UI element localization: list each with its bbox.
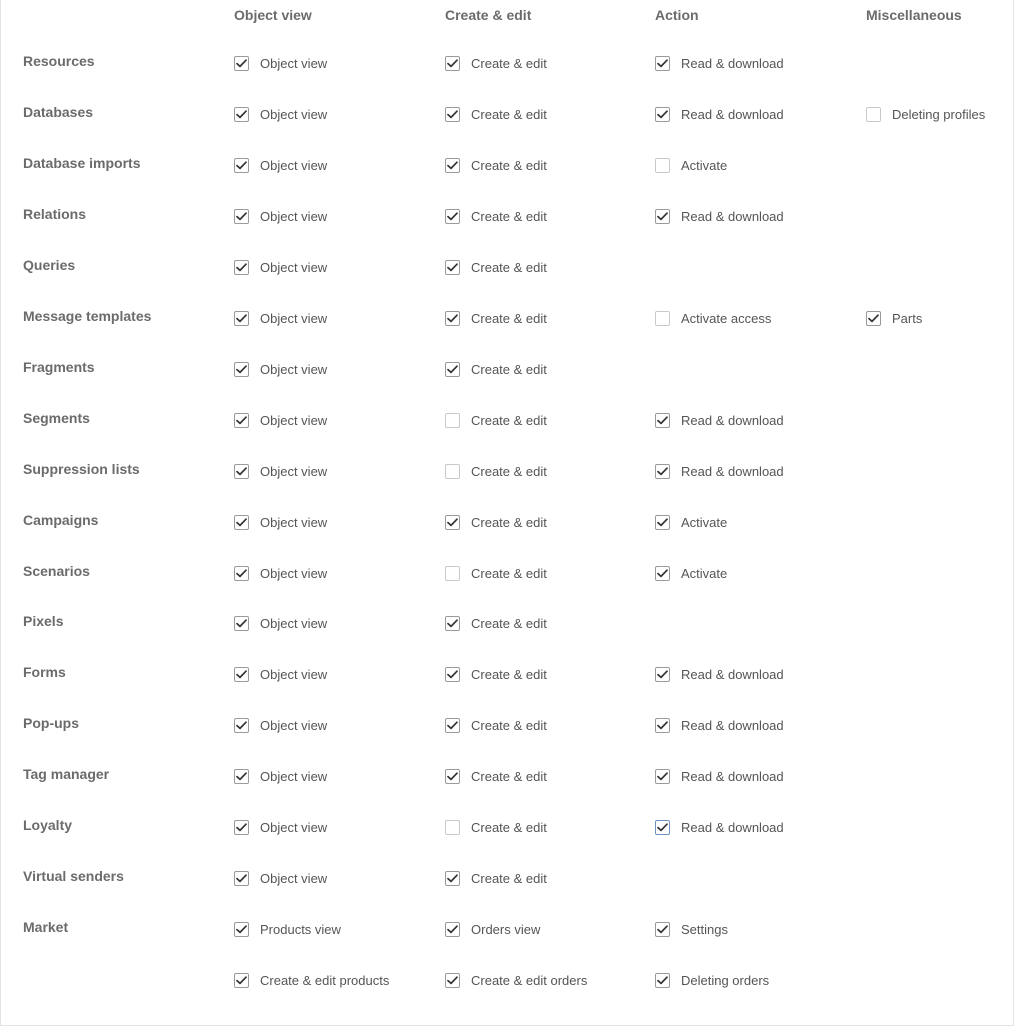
permission-suppression-lists-action[interactable] [655,462,784,480]
permission-market-object-view[interactable] [234,920,341,938]
permission-label: Object view [260,870,328,886]
row-label-fragments: Fragments [23,359,95,375]
permission-message-templates-action[interactable] [655,309,771,327]
permission-tag-manager-action[interactable] [655,767,784,785]
row-label-forms: Forms [23,664,66,680]
permission-segments-action[interactable] [655,411,784,429]
row-label-loyalty: Loyalty [23,817,73,833]
checkmark-icon [447,161,458,170]
checkbox[interactable] [445,515,460,530]
checkbox[interactable] [234,464,249,479]
permission-label: Activate [681,514,728,530]
permission-virtual-senders-object-view[interactable] [234,869,327,887]
checkmark-icon [657,925,668,934]
permission-label: Create & edit [471,55,547,71]
checkbox[interactable] [655,158,670,173]
checkbox[interactable] [445,871,460,886]
checkmark-icon [236,110,247,119]
row-label-campaigns: Campaigns [23,512,99,528]
permission-label: Object view [260,768,328,784]
checkmark-icon [236,823,247,832]
checkmark-icon [236,518,247,527]
checkbox[interactable] [445,464,460,479]
permission-label: Parts [892,310,923,326]
permission-pop-ups-object-view[interactable] [234,716,327,734]
row-label-suppression-lists: Suppression lists [23,461,140,477]
column-header-action: Action [655,7,699,23]
checkmark-icon [236,314,247,323]
checkmark-icon [236,263,247,272]
permission-pixels-object-view[interactable] [234,614,327,632]
permission-fragments-create-edit[interactable] [445,360,547,378]
permission-relations-action[interactable] [655,207,784,225]
permission-market-extra-object-view[interactable] [234,971,389,989]
checkbox[interactable] [445,718,460,733]
permission-label: Settings [681,921,728,937]
checkbox[interactable] [655,769,670,784]
permission-label: Read & download [681,819,784,835]
permission-loyalty-create-edit[interactable] [445,818,547,836]
checkmark-icon [447,314,458,323]
permission-database-imports-action[interactable] [655,156,727,174]
checkbox[interactable] [655,566,670,581]
permission-queries-create-edit[interactable] [445,258,547,276]
checkbox[interactable] [655,922,670,937]
permission-market-extra-action[interactable] [655,971,769,989]
checkbox[interactable] [445,158,460,173]
permission-relations-object-view[interactable] [234,207,327,225]
checkmark-icon [236,772,247,781]
checkmark-icon [236,569,247,578]
row-label-pixels: Pixels [23,613,64,629]
permission-label: Create & edit [471,514,547,530]
checkbox[interactable] [234,769,249,784]
permission-label: Create & edit [471,615,547,631]
permission-loyalty-object-view[interactable] [234,818,327,836]
permission-label: Deleting orders [681,972,770,988]
checkbox[interactable] [234,209,249,224]
permission-scenarios-object-view[interactable] [234,564,327,582]
checkbox[interactable] [234,158,249,173]
checkmark-icon [657,518,668,527]
checkbox[interactable] [655,820,670,835]
permission-forms-create-edit[interactable] [445,665,547,683]
permission-label: Read & download [681,55,784,71]
permission-queries-object-view[interactable] [234,258,327,276]
permission-database-imports-create-edit[interactable] [445,156,547,174]
checkbox[interactable] [445,973,460,988]
permission-label: Orders view [471,921,541,937]
permission-suppression-lists-object-view[interactable] [234,462,327,480]
permission-label: Read & download [681,463,784,479]
checkmark-icon [447,365,458,374]
checkmark-icon [236,365,247,374]
permission-relations-create-edit[interactable] [445,207,547,225]
permission-pop-ups-action[interactable] [655,716,784,734]
checkmark-icon [447,518,458,527]
permission-campaigns-create-edit[interactable] [445,513,547,531]
permission-virtual-senders-create-edit[interactable] [445,869,547,887]
checkbox[interactable] [234,107,249,122]
checkbox[interactable] [234,362,249,377]
checkbox[interactable] [655,464,670,479]
column-header-miscellaneous: Miscellaneous [866,7,962,23]
checkbox[interactable] [445,311,460,326]
checkbox[interactable] [234,616,249,631]
checkmark-icon [447,619,458,628]
checkbox[interactable] [234,973,249,988]
permission-label: Activate access [681,310,772,326]
permission-label: Deleting profiles [892,106,986,122]
row-label-pop-ups: Pop-ups [23,715,79,731]
permission-label: Object view [260,819,328,835]
permission-label: Object view [260,361,328,377]
permission-loyalty-action[interactable] [655,818,784,836]
checkmark-icon [236,619,247,628]
checkbox[interactable] [866,311,881,326]
checkbox[interactable] [655,56,670,71]
permission-label: Object view [260,259,328,275]
permission-fragments-object-view[interactable] [234,360,327,378]
permission-label: Object view [260,106,328,122]
permission-campaigns-object-view[interactable] [234,513,327,531]
permission-label: Object view [260,412,328,428]
checkbox[interactable] [655,209,670,224]
permission-market-action[interactable] [655,920,728,938]
checkmark-icon [236,161,247,170]
checkbox[interactable] [234,871,249,886]
checkmark-icon [447,772,458,781]
checkbox[interactable] [445,260,460,275]
permission-label: Create & edit [471,361,547,377]
checkmark-icon [236,212,247,221]
checkmark-icon [657,416,668,425]
permission-resources-action[interactable] [655,54,784,72]
permission-campaigns-action[interactable] [655,513,727,531]
checkbox[interactable] [655,718,670,733]
permission-label: Object view [260,615,328,631]
permission-label: Create & edit products [260,972,390,988]
checkmark-icon [447,976,458,985]
permission-label: Read & download [681,768,784,784]
permission-database-imports-object-view[interactable] [234,156,327,174]
checkmark-icon [447,212,458,221]
checkbox[interactable] [655,413,670,428]
checkmark-icon [236,976,247,985]
checkbox[interactable] [655,107,670,122]
permission-label: Object view [260,514,328,530]
permission-label: Create & edit [471,870,547,886]
row-label-tag-manager: Tag manager [23,766,110,782]
checkmark-icon [447,721,458,730]
permission-suppression-lists-create-edit[interactable] [445,462,547,480]
permission-label: Object view [260,310,328,326]
permission-label: Create & edit [471,666,547,682]
permission-databases-miscellaneous[interactable] [866,105,985,123]
row-label-relations: Relations [23,206,87,222]
checkbox[interactable] [234,515,249,530]
permission-scenarios-create-edit[interactable] [445,564,547,582]
checkbox[interactable] [445,616,460,631]
permission-tag-manager-create-edit[interactable] [445,767,547,785]
permission-label: Create & edit [471,768,547,784]
checkbox[interactable] [445,769,460,784]
permission-tag-manager-object-view[interactable] [234,767,327,785]
permission-label: Read & download [681,208,784,224]
permission-label: Object view [260,717,328,733]
checkbox[interactable] [445,362,460,377]
permission-label: Products view [260,921,341,937]
checkmark-icon [236,59,247,68]
permission-label: Object view [260,565,328,581]
checkbox[interactable] [234,260,249,275]
checkbox[interactable] [445,413,460,428]
permission-label: Create & edit [471,463,547,479]
checkmark-icon [868,314,879,323]
checkbox[interactable] [234,718,249,733]
column-header-object-view: Object view [234,7,312,23]
permission-label: Object view [260,208,328,224]
permission-label: Read & download [681,666,784,682]
permission-segments-object-view[interactable] [234,411,327,429]
permission-forms-action[interactable] [655,665,784,683]
checkmark-icon [447,263,458,272]
permission-label: Create & edit [471,106,547,122]
checkmark-icon [447,925,458,934]
checkmark-icon [657,212,668,221]
checkmark-icon [657,823,668,832]
checkbox[interactable] [655,667,670,682]
checkbox[interactable] [866,107,881,122]
checkbox[interactable] [445,667,460,682]
checkbox[interactable] [445,820,460,835]
checkmark-icon [657,467,668,476]
checkmark-icon [236,925,247,934]
permission-message-templates-miscellaneous[interactable] [866,309,922,327]
checkmark-icon [236,416,247,425]
permission-databases-action[interactable] [655,105,784,123]
permission-label: Activate [681,565,728,581]
checkmark-icon [657,670,668,679]
permission-label: Read & download [681,717,784,733]
permission-label: Create & edit [471,565,547,581]
permission-label: Create & edit [471,412,547,428]
checkmark-icon [236,874,247,883]
checkbox[interactable] [445,922,460,937]
permission-label: Create & edit [471,819,547,835]
permission-label: Read & download [681,412,784,428]
checkmark-icon [236,670,247,679]
permission-segments-create-edit[interactable] [445,411,547,429]
checkbox[interactable] [234,820,249,835]
checkmark-icon [236,467,247,476]
checkbox[interactable] [234,56,249,71]
permission-label: Create & edit [471,157,547,173]
permission-label: Create & edit orders [471,972,588,988]
permission-market-create-edit[interactable] [445,920,540,938]
permission-forms-object-view[interactable] [234,665,327,683]
permission-label: Create & edit [471,717,547,733]
row-label-market: Market [23,919,69,935]
checkmark-icon [447,110,458,119]
row-label-database-imports: Database imports [23,155,141,171]
permission-market-extra-create-edit[interactable] [445,971,587,989]
checkmark-icon [447,59,458,68]
checkbox[interactable] [234,413,249,428]
checkbox[interactable] [445,56,460,71]
checkbox[interactable] [445,566,460,581]
permission-scenarios-action[interactable] [655,564,727,582]
permission-label: Create & edit [471,310,547,326]
row-label-virtual-senders: Virtual senders [23,868,124,884]
permission-message-templates-create-edit[interactable] [445,309,547,327]
permission-resources-create-edit[interactable] [445,54,547,72]
checkmark-icon [657,569,668,578]
checkbox[interactable] [445,107,460,122]
row-label-message-templates: Message templates [23,308,152,324]
checkmark-icon [447,670,458,679]
permission-label: Create & edit [471,259,547,275]
checkmark-icon [657,976,668,985]
checkmark-icon [447,874,458,883]
permission-label: Object view [260,55,328,71]
checkmark-icon [657,59,668,68]
checkmark-icon [236,721,247,730]
column-header-create-edit: Create & edit [445,7,532,23]
checkbox[interactable] [445,209,460,224]
row-label-segments: Segments [23,410,90,426]
permission-label: Object view [260,666,328,682]
row-label-databases: Databases [23,104,94,120]
checkbox[interactable] [655,973,670,988]
permission-label: Activate [681,157,728,173]
checkmark-icon [657,110,668,119]
permission-label: Read & download [681,106,784,122]
permission-label: Create & edit [471,208,547,224]
row-label-scenarios: Scenarios [23,563,90,579]
checkbox[interactable] [234,566,249,581]
checkbox[interactable] [234,667,249,682]
permission-message-templates-object-view[interactable] [234,309,327,327]
checkmark-icon [657,721,668,730]
checkbox[interactable] [234,311,249,326]
checkbox[interactable] [655,311,670,326]
row-label-resources: Resources [23,53,95,69]
checkbox[interactable] [655,515,670,530]
permission-label: Object view [260,463,328,479]
permission-databases-object-view[interactable] [234,105,327,123]
permission-resources-object-view[interactable] [234,54,327,72]
checkbox[interactable] [234,922,249,937]
row-label-queries: Queries [23,257,76,273]
permission-label: Object view [260,157,328,173]
permission-pop-ups-create-edit[interactable] [445,716,547,734]
permission-databases-create-edit[interactable] [445,105,547,123]
checkmark-icon [657,772,668,781]
permission-pixels-create-edit[interactable] [445,614,547,632]
